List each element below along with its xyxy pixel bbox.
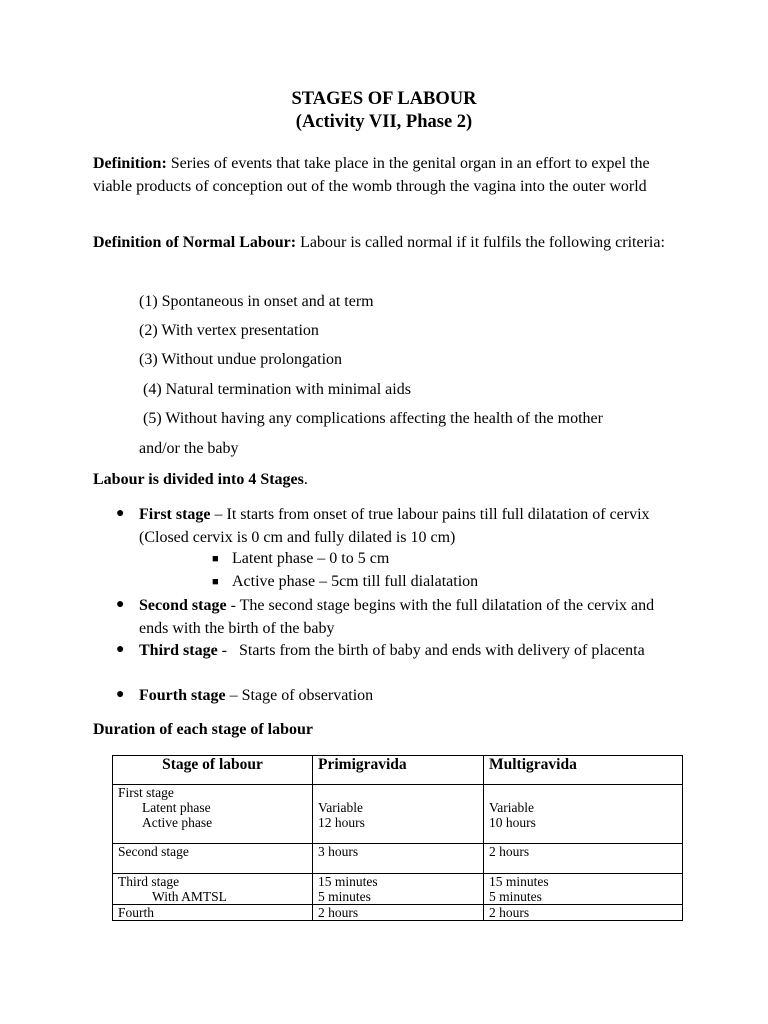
table-row bbox=[113, 874, 683, 905]
table-cell-primi: 2 hours bbox=[313, 905, 484, 921]
table-row bbox=[113, 785, 683, 844]
stages-heading-bold: Labour is divided into 4 Stages bbox=[93, 471, 304, 488]
table-row bbox=[113, 905, 683, 921]
table-cell-multi: 2 hours bbox=[484, 844, 683, 874]
table-cell-stage bbox=[113, 785, 313, 844]
stages-heading-tail: . bbox=[303, 471, 308, 488]
stages-heading bbox=[93, 469, 683, 492]
stage-name: Fourth stage bbox=[139, 687, 226, 704]
criteria-item: (3) Without undue prolongation bbox=[139, 351, 343, 368]
table-cell-primi: 3 hours bbox=[313, 844, 484, 874]
criteria-item: and/or the baby bbox=[139, 440, 239, 457]
cell-value: 12 hours bbox=[318, 815, 365, 830]
cell-value: 15 minutes bbox=[318, 874, 378, 889]
stage-item-third bbox=[139, 640, 679, 663]
phase-item-active: Active phase – 5cm till full dialatation bbox=[232, 573, 479, 590]
bullet-icon: ● bbox=[116, 687, 125, 702]
cell-value: 5 minutes bbox=[489, 889, 542, 904]
row-sub: Latent phase bbox=[142, 800, 211, 815]
table-cell-primi bbox=[313, 785, 484, 844]
document-subtitle: (Activity VII, Phase 2) bbox=[295, 112, 473, 132]
stage-text: - Starts from the birth of baby and ends with delivery of placenta bbox=[217, 642, 645, 659]
table-cell-stage bbox=[113, 874, 313, 905]
definition-text: Series of events that take place in the genital organ in an effort to expel the viable products of conception out of the womb through the vagina into the outer world bbox=[93, 155, 650, 195]
document-title: STAGES OF LABOUR bbox=[291, 89, 477, 109]
row-stage: First stage bbox=[118, 785, 174, 800]
table-header-cell: Primigravida bbox=[313, 756, 484, 785]
criteria-item: (5) Without having any complications affecting the health of the mother bbox=[139, 410, 603, 427]
stage-item-fourth bbox=[139, 685, 679, 708]
criteria-item: (1) Spontaneous in onset and at term bbox=[139, 293, 374, 310]
duration-heading: Duration of each stage of labour bbox=[93, 721, 313, 738]
cell-value: 5 minutes bbox=[318, 889, 371, 904]
table-cell-multi: 2 hours bbox=[484, 905, 683, 921]
definition-label: Definition: bbox=[93, 155, 167, 172]
stage-name: First stage bbox=[139, 506, 211, 523]
normal-labour-paragraph bbox=[93, 232, 683, 255]
table-cell-multi bbox=[484, 874, 683, 905]
stage-name: Third stage bbox=[139, 642, 218, 659]
criteria-item: (2) With vertex presentation bbox=[139, 322, 319, 339]
row-stage: Third stage bbox=[118, 874, 180, 889]
table-cell-multi bbox=[484, 785, 683, 844]
definition-paragraph bbox=[93, 153, 683, 198]
row-sub: With AMTSL bbox=[152, 889, 227, 904]
row-sub: Active phase bbox=[142, 815, 213, 830]
bullet-icon: ● bbox=[116, 506, 125, 521]
stage-text: - The second stage begins with the full dilatation of the cervix and ends with the birth of the baby bbox=[139, 597, 655, 637]
table-cell-stage: Fourth bbox=[113, 905, 313, 921]
duration-table bbox=[112, 755, 683, 921]
table-cell-primi bbox=[313, 874, 484, 905]
table-row bbox=[113, 844, 683, 874]
cell-value: Variable bbox=[318, 800, 363, 815]
normal-labour-text: Labour is called normal if it fulfils the following criteria: bbox=[296, 234, 665, 251]
table-header-row bbox=[113, 756, 683, 785]
table-header-cell: Stage of labour bbox=[113, 756, 313, 785]
stage-item-first bbox=[139, 504, 679, 549]
cell-value: 15 minutes bbox=[489, 874, 549, 889]
table-header-cell: Multigravida bbox=[484, 756, 683, 785]
stage-text: – Stage of observation bbox=[225, 687, 374, 704]
bullet-icon: ● bbox=[116, 642, 125, 657]
bullet-icon: ● bbox=[116, 597, 125, 612]
stage-text: – It starts from onset of true labour pains till full dilatation of cervix (Closed cervix is 0 cm and fully dilated is 10 cm) bbox=[139, 506, 650, 546]
criteria-item: (4) Natural termination with minimal aids bbox=[139, 381, 411, 398]
square-bullet-icon: ■ bbox=[212, 576, 219, 588]
stage-name: Second stage bbox=[139, 597, 227, 614]
table-cell-stage: Second stage bbox=[113, 844, 313, 874]
normal-labour-label: Definition of Normal Labour: bbox=[93, 234, 297, 251]
cell-value: Variable bbox=[489, 800, 534, 815]
stage-item-second bbox=[139, 595, 679, 640]
cell-value: 10 hours bbox=[489, 815, 536, 830]
phase-item-latent: Latent phase – 0 to 5 cm bbox=[232, 550, 390, 567]
square-bullet-icon: ■ bbox=[212, 553, 219, 565]
